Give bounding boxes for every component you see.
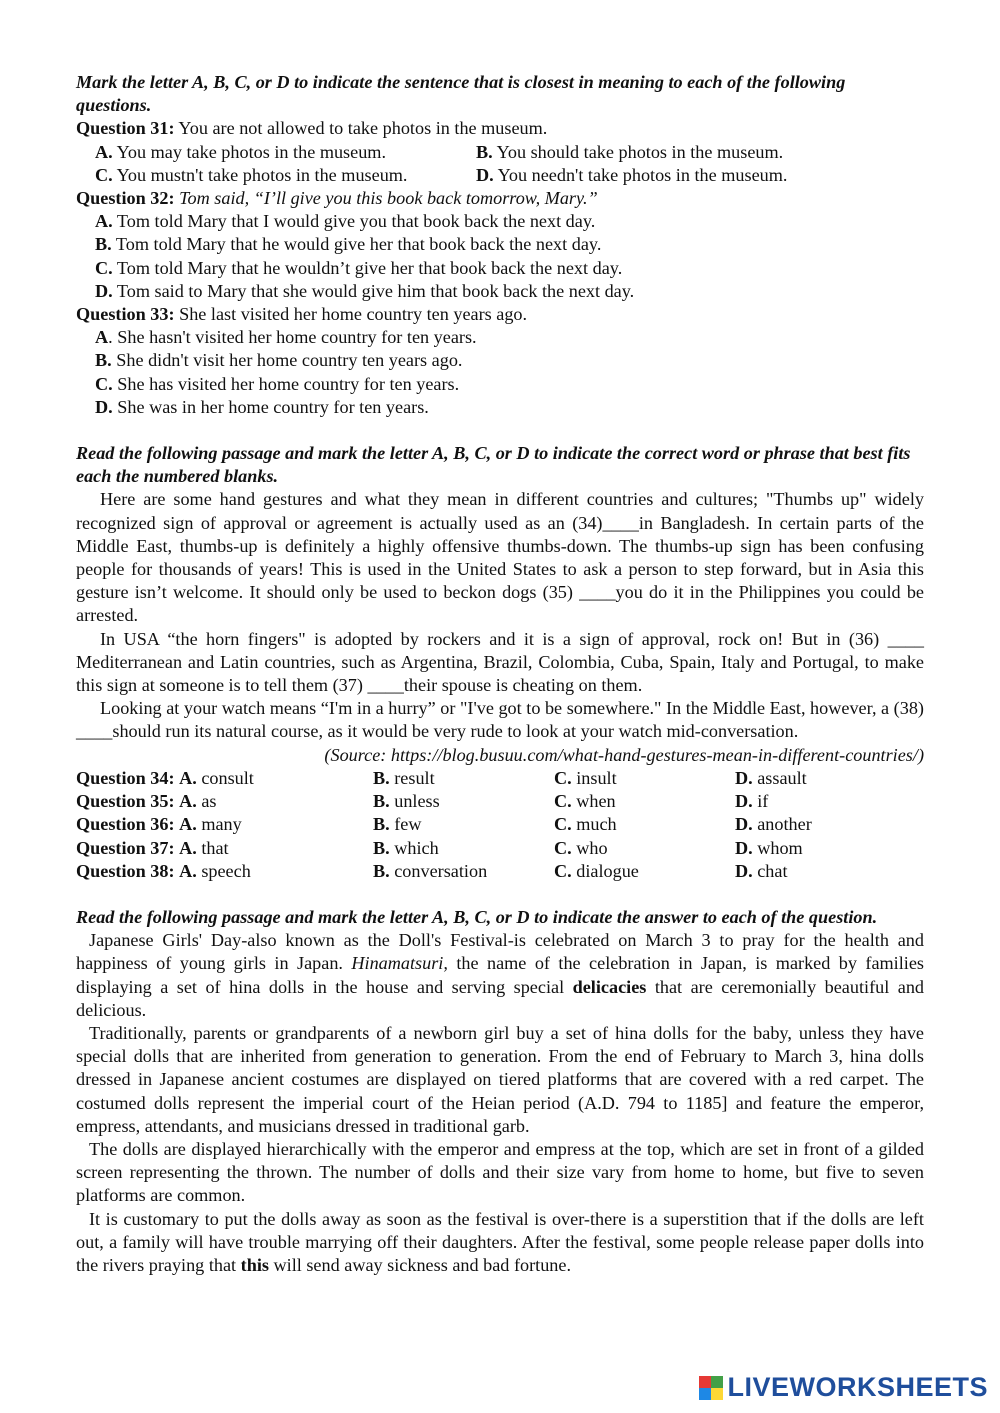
logo-square-blue — [699, 1388, 711, 1400]
question-36-option-d[interactable]: D. another — [735, 814, 812, 835]
passage-paragraph-3: Looking at your watch means “I'm in a hurry” or "I've got to be somewhere." In the Middle East, however, a (38) ____should run its natural course, as it would be very rude to look at your watch mid-conversation. — [76, 698, 924, 742]
cloze-questions — [76, 767, 924, 883]
liveworksheets-logo — [699, 1372, 988, 1403]
question-35-option-d[interactable]: D. if — [735, 791, 769, 812]
reading-paragraph-3: The dolls are displayed hierarchically with the emperor and empress at the top, which are set in front of a gilded screen representing the thrown. The number of dolls and their size vary from home to home, but five to seven platforms are common. — [76, 1138, 924, 1206]
question-label: Question 32: — [76, 188, 175, 209]
question-text: Tom said, “I’ll give you this book back tomorrow, Mary.” — [179, 188, 598, 209]
passage-paragraph-1: Here are some hand gestures and what they mean in different countries and cultures; "Thumbs up" widely recognized sign of approval or agreement is actually used as an (34)____in Bangladesh. In certain parts of the Middle East, thumbs-up is definitely a highly offensive thumbs-down. The thumbs-up sign has been confusing people for thousands of years! This is used in the United States to ask a person to step forward, but in Asia this gesture isn’t welcome. It should only be used to beckon dogs (35) ____you do it in the Philippines you could be arrested. — [76, 489, 924, 626]
reading-paragraph-2: Traditionally, parents or grandparents of a newborn girl buy a set of hina dolls for the baby, unless they have special dolls that are inherited from generation to generation. From the end of February to March 3, hina dolls dressed in Japanese ancient costumes are displayed on tiered platforms that are covered with a red carpet. The costumed dolls represent the imperial court of the Heian period (A.D. 794 to 1185] and feature the emperor, empress, attendants, and musicians dressed in traditional garb. — [76, 1022, 924, 1136]
option-d[interactable]: D. You needn't take photos in the museum. — [476, 164, 788, 185]
question-38-option-a[interactable]: Question 38: A. speech — [76, 860, 251, 881]
question-31 — [76, 117, 924, 140]
question-34-option-a[interactable]: Question 34: A. consult — [76, 767, 254, 788]
option-d[interactable]: D. She was in her home country for ten years. — [95, 396, 429, 417]
question-text: You are not allowed to take photos in the museum. — [178, 118, 548, 139]
brand-name: LIVEWORKSHEETS — [727, 1372, 988, 1403]
question-38-option-d[interactable]: D. chat — [735, 860, 788, 881]
question-label: Question 33: — [76, 304, 175, 325]
question-text: She last visited her home country ten years ago. — [179, 304, 528, 325]
option-b[interactable]: B. Tom told Mary that he would give her that book back the next day. — [95, 234, 602, 255]
option-b[interactable]: B. She didn't visit her home country ten years ago. — [95, 350, 463, 371]
section2-instruction: Read the following passage and mark the letter A, B, C, or D to indicate the correct word or phrase that best fits each the numbered blanks. — [76, 443, 911, 487]
q31-options-row-1 — [76, 141, 924, 164]
logo-square-green — [711, 1376, 723, 1388]
question-37-option-d[interactable]: D. whom — [735, 837, 803, 858]
option-c[interactable]: C. She has visited her home country for ten years. — [95, 373, 460, 394]
passage-source: (Source: https://blog.busuu.com/what-hand-gestures-mean-in-different-countries/) — [324, 744, 924, 765]
option-c[interactable]: C. Tom told Mary that he wouldn’t give her that book back the next day. — [95, 257, 623, 278]
question-38-option-b[interactable]: B. conversation — [373, 860, 488, 881]
question-36-option-c[interactable]: C. much — [554, 814, 617, 835]
question-34-option-b[interactable]: B. result — [373, 767, 435, 788]
question-33 — [76, 303, 924, 326]
option-a[interactable]: A. You may take photos in the museum. — [95, 141, 386, 162]
passage-paragraph-2: In USA “the horn fingers" is adopted by rockers and it is a sign of approval, rock on! But in (36) ____ Mediterranean and Latin countries, such as Argentina, Brazil, Colombia, Cuba, Spain, Italy and Portugal, to make this sign at someone is to tell them (37) ____their spouse is cheating on them. — [76, 628, 924, 696]
question-37-option-a[interactable]: Question 37: A. that — [76, 837, 229, 858]
logo-square-yellow — [711, 1388, 723, 1400]
question-36-option-a[interactable]: Question 36: A. many — [76, 814, 242, 835]
option-c[interactable]: C. You mustn't take photos in the museum. — [95, 164, 408, 185]
question-37-option-c[interactable]: C. who — [554, 837, 608, 858]
question-34-option-d[interactable]: D. assault — [735, 767, 807, 788]
liveworksheets-icon — [699, 1376, 723, 1400]
option-a[interactable]: A. Tom told Mary that I would give you that book back the next day. — [95, 211, 596, 232]
question-35-option-c[interactable]: C. when — [554, 791, 616, 812]
option-a[interactable]: A. She hasn't visited her home country for ten years. — [95, 327, 477, 348]
reading-paragraph-4: It is customary to put the dolls away as soon as the festival is over-there is a superstition that if the dolls are left out, a family will have trouble marrying off their daughters. After the festival, some people release paper dolls into the rivers praying that this will send away sickness and bad fortune. — [76, 1208, 924, 1275]
worksheet-page — [76, 71, 924, 1277]
question-34-option-c[interactable]: C. insult — [554, 767, 617, 788]
option-b[interactable]: B. You should take photos in the museum. — [476, 141, 784, 162]
question-label: Question 31: — [76, 118, 175, 139]
question-36-option-b[interactable]: B. few — [373, 814, 422, 835]
question-37-option-b[interactable]: B. which — [373, 837, 439, 858]
section1-instruction: Mark the letter A, B, C, or D to indicate the sentence that is closest in meaning to each of the following questions. — [76, 72, 846, 116]
logo-square-red — [699, 1376, 711, 1388]
question-38-option-c[interactable]: C. dialogue — [554, 860, 639, 881]
question-35-option-b[interactable]: B. unless — [373, 791, 440, 812]
reading-paragraph-1: Japanese Girls' Day-also known as the Doll's Festival-is celebrated on March 3 to pray for the health and happiness of young girls in Japan. Hinamatsuri, the name of the celebration in Japan, is marked by families displaying a set of hina dolls in the house and serving special delicacies that are ceremonially beautiful and delicious. — [76, 930, 925, 1020]
question-35-option-a[interactable]: Question 35: A. as — [76, 791, 217, 812]
option-d[interactable]: D. Tom said to Mary that she would give him that book back the next day. — [95, 280, 635, 301]
question-32 — [76, 187, 924, 210]
q31-options-row-2 — [76, 164, 924, 187]
section3-instruction: Read the following passage and mark the letter A, B, C, or D to indicate the answer to each of the question. — [76, 906, 878, 927]
